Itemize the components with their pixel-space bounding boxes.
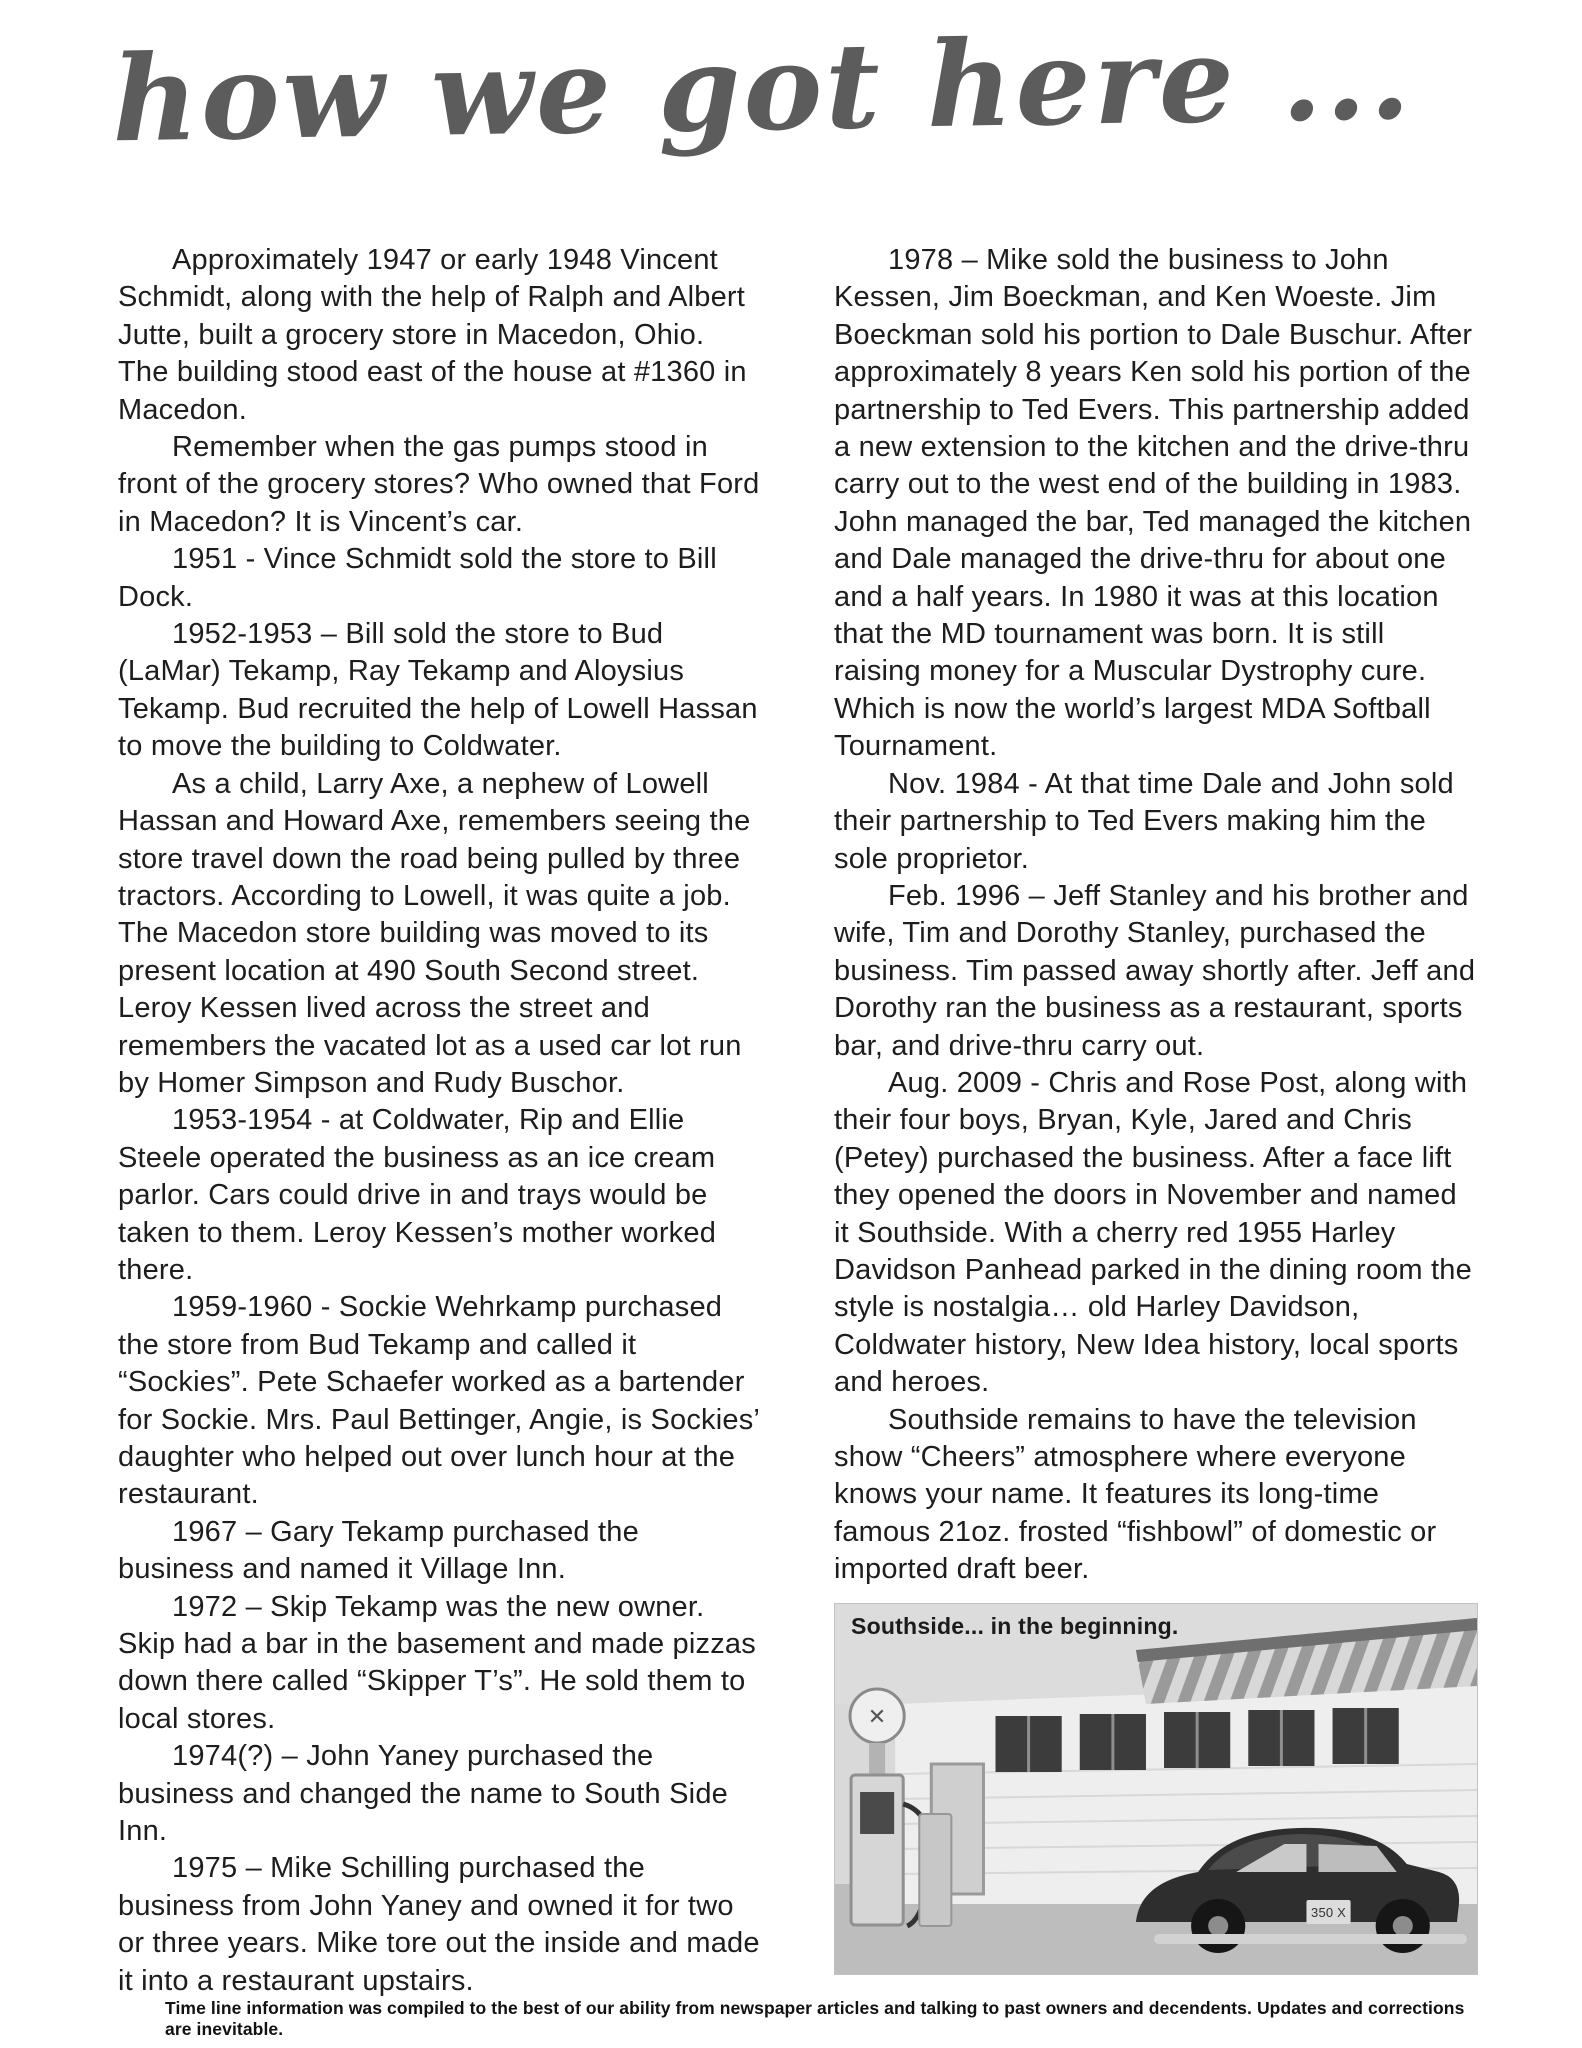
paragraph: Aug. 2009 - Chris and Rose Post, along with their four boys, Bryan, Kyle, Jared and Chris (Petey) purchased the business. After a face lift they opened the doors in November and named it Southside. With a cherry red 1955 Harley Davidson Panhead parked in the dining room the style is nostalgia… old Harley Davidson, Coldwater history, New Idea history, local sports and heroes. <box>834 1066 1472 1399</box>
paragraph: As a child, Larry Axe, a nephew of Lowell Hassan and Howard Axe, remembers seeing the store travel down the road being pulled by three tractors. According to Lowell, it was quite a job. The Macedon store building was moved to its present location at 490 South Second street. Leroy Kessen lived across the street and remembers the vacated lot as a used car lot run by Homer Simpson and Rudy Buschor. <box>118 767 751 1099</box>
photo-illustration <box>835 1604 1477 1974</box>
paragraph: Nov. 1984 - At that time Dale and John sold their partnership to Ted Evers making him the sole proprietor. <box>834 767 1454 875</box>
photo-caption: Southside... in the beginning. <box>851 1612 1179 1639</box>
paragraph: 1975 – Mike Schilling purchased the business from John Yaney and owned it for two or three years. Mike tore out the inside and made it into a restaurant upstairs. <box>118 1852 760 1997</box>
paragraph: 1952-1953 – Bill sold the store to Bud (LaMar) Tekamp, Ray Tekamp and Aloysius Tekamp. Bud recruited the help of Lowell Hassan to move the building to Coldwater. <box>118 618 758 763</box>
paragraph: 1953-1954 - at Coldwater, Rip and Ellie Steele operated the business as an ice cream parlor. Cars could drive in and trays would be taken to them. Leroy Kessen’s mother worked there. <box>118 1104 717 1286</box>
paragraph: 1974(?) – John Yaney purchased the business and changed the name to South Side Inn. <box>118 1740 728 1848</box>
history-photo <box>834 1603 1478 1975</box>
paragraph: 1951 - Vince Schmidt sold the store to Bill Dock. <box>118 543 717 613</box>
footer-note: Time line information was compiled to the best of our ability from newspaper articles and talking to past owners and decendents. Updates and corrections are inevitable. <box>165 1998 1465 2039</box>
gas-pump-2 <box>919 1814 951 1926</box>
paragraph: 1967 – Gary Tekamp purchased the business and named it Village Inn. <box>118 1515 639 1586</box>
page-title: how we got here ... <box>110 6 1415 169</box>
license-plate-text: 350 X <box>1311 1904 1347 1920</box>
car-bumper <box>1154 1934 1467 1944</box>
paragraph: Southside remains to have the television show “Cheers” atmosphere where everyone knows your name. It features its long-time famous 21oz. frosted “fishbowl” of domestic or imported draft beer. <box>834 1403 1437 1586</box>
paragraph: Remember when the gas pumps stood in front of the grocery stores? Who owned that Ford in Macedon? It is Vincent’s car. <box>118 431 760 538</box>
paragraph: 1972 – Skip Tekamp was the new owner. Skip had a bar in the basement and made pizzas down there called “Skipper T’s”. He sold them to local stores. <box>118 1590 756 1735</box>
two-column-body <box>118 242 1478 2000</box>
paragraph: 1959-1960 - Sockie Wehrkamp purchased the store from Bud Tekamp and called it “Sockies”. Pete Schaefer worked as a bartender for Sockie. Mrs. Paul Bettinger, Angie, is Sockies’ daughter who helped out over lunch hour at the restaurant. <box>118 1291 759 1511</box>
paragraph: Feb. 1996 – Jeff Stanley and his brother and wife, Tim and Dorothy Stanley, purchased the business. Tim passed away shortly after. Jeff and Dorothy ran the business as a restaurant, sports bar, and drive-thru carry out. <box>834 879 1476 1062</box>
right-column <box>834 242 1478 2000</box>
svg-text:✕: ✕ <box>867 1703 887 1729</box>
paragraph: 1978 – Mike sold the business to John Kessen, Jim Boeckman, and Ken Woeste. Jim Boeckman sold his portion to Dale Buschur. After approximately 8 years Ken sold his portion of the partnership to Ted Evers. This partnership added a new extension to the kitchen and the drive-thru carry out to the west end of the building in 1983. John managed the bar, Ted managed the kitchen and Dale managed the drive-thru for about one and a half years. In 1980 it was at this location that the MD tournament was born. It is still raising money for a Muscular Dystrophy cure. Which is now the world’s largest MDA Softball Tournament. <box>834 244 1473 763</box>
left-column <box>118 242 762 2000</box>
paragraph: Approximately 1947 or early 1948 Vincent Schmidt, along with the help of Ralph and Albert Jutte, built a grocery store in Macedon, Ohio. The building stood east of the house at #1360 in Macedon. <box>118 244 747 426</box>
right-column-text <box>834 242 1478 1589</box>
